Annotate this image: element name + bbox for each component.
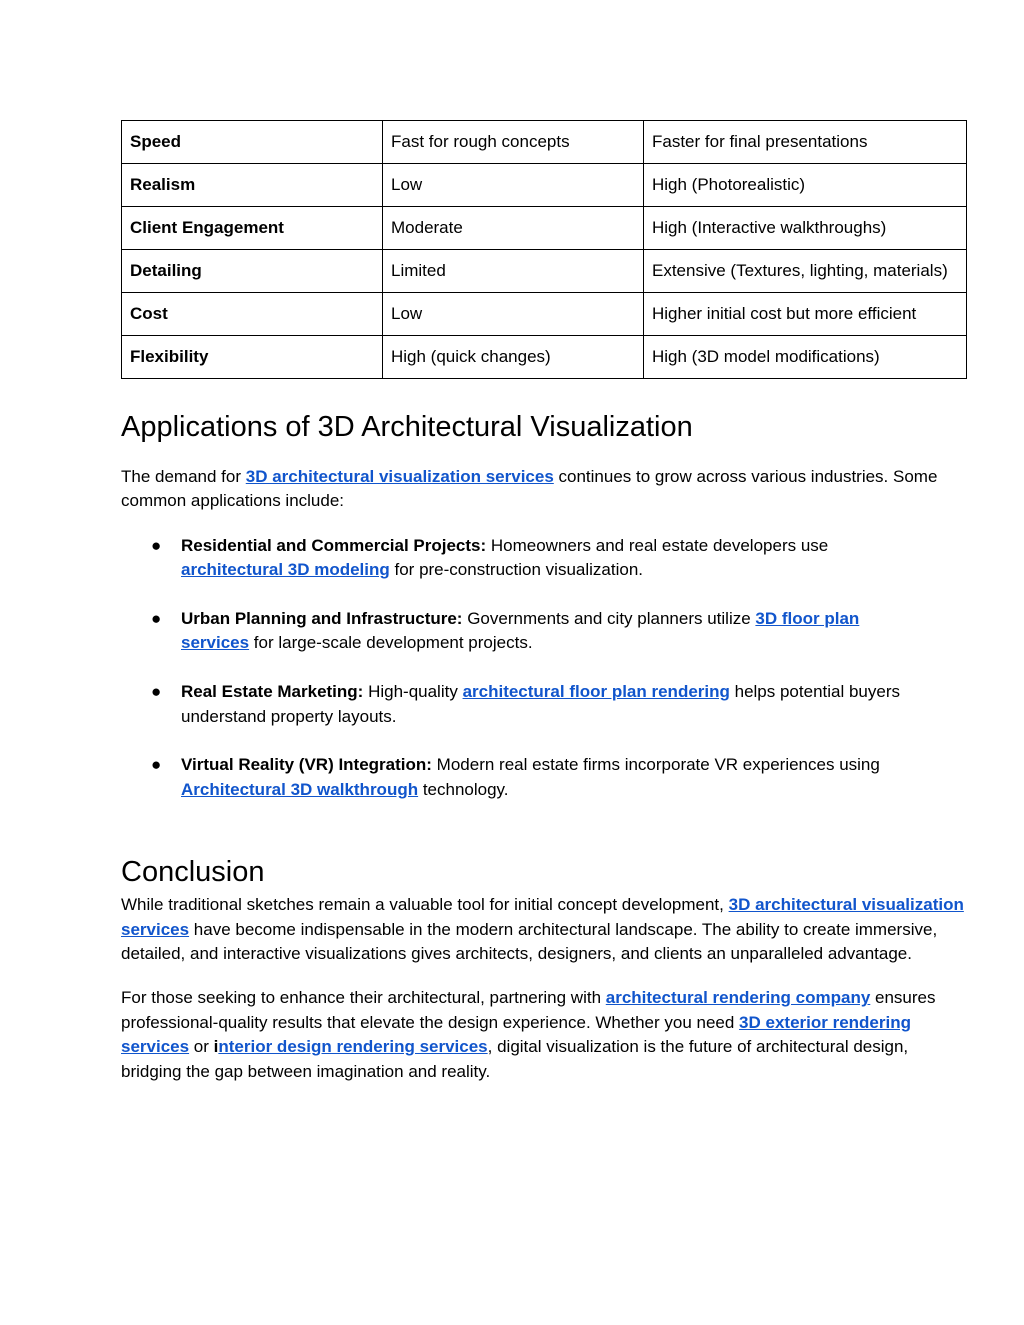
3d-cell: High (Photorealistic) bbox=[644, 164, 967, 207]
3d-cell: High (Interactive walkthroughs) bbox=[644, 207, 967, 250]
bullet-icon: ● bbox=[151, 535, 162, 555]
table-row bbox=[122, 164, 967, 207]
applications-intro bbox=[121, 465, 967, 514]
paragraph-text: While traditional sketches remain a valuable tool for initial concept development, bbox=[121, 895, 729, 915]
bullet-icon: ● bbox=[151, 755, 162, 775]
intro-text: continues to grow across various industries. Some common applications include: bbox=[121, 467, 938, 511]
intro-text: The demand for bbox=[121, 467, 246, 486]
3d-cell: Faster for final presentations bbox=[644, 121, 967, 164]
conclusion-paragraph-2 bbox=[121, 986, 967, 1084]
paragraph-text: i bbox=[213, 1037, 219, 1057]
item-text: Homeowners and real estate developers use bbox=[486, 535, 829, 555]
item-text: High-quality bbox=[363, 682, 463, 702]
item-text: Governments and city planners utilize bbox=[462, 609, 756, 629]
table-row bbox=[122, 207, 967, 250]
conclusion-heading: Conclusion bbox=[121, 856, 265, 889]
traditional-cell: High (quick changes) bbox=[383, 336, 644, 379]
item-text: technology. bbox=[418, 779, 509, 799]
comparison-table bbox=[121, 120, 967, 379]
table-row bbox=[122, 336, 967, 379]
paragraph-text: or bbox=[189, 1037, 214, 1057]
paragraph-text: For those seeking to enhance their architectural, partnering with bbox=[121, 988, 606, 1008]
item-text: helps potential buyers understand property layouts. bbox=[181, 682, 900, 726]
item-title: Urban Planning and Infrastructure: bbox=[181, 609, 463, 629]
link-interior-design-rendering-services[interactable]: nterior design rendering services bbox=[218, 1037, 488, 1057]
item-text: for pre-construction visualization. bbox=[389, 560, 644, 580]
list-item bbox=[121, 534, 903, 583]
list-item bbox=[121, 680, 903, 729]
3d-cell: High (3D model modifications) bbox=[644, 336, 967, 379]
link-architectural-rendering-company[interactable]: architectural rendering company bbox=[605, 988, 871, 1008]
item-title: Real Estate Marketing: bbox=[181, 682, 364, 702]
applications-list bbox=[121, 534, 967, 802]
conclusion-paragraph-1 bbox=[121, 893, 967, 966]
traditional-cell: Moderate bbox=[383, 207, 644, 250]
item-title: Virtual Reality (VR) Integration: bbox=[181, 755, 432, 775]
row-label: Flexibility bbox=[122, 336, 383, 379]
paragraph-text: ensures professional-quality results that elevate the design experience. Whether you need bbox=[121, 988, 936, 1032]
table-row bbox=[122, 121, 967, 164]
table-row bbox=[122, 250, 967, 293]
traditional-cell: Fast for rough concepts bbox=[383, 121, 644, 164]
bullet-icon: ● bbox=[151, 682, 162, 702]
link-3d-exterior-rendering-services[interactable]: 3D exterior rendering services bbox=[121, 1012, 911, 1057]
bullet-icon: ● bbox=[151, 609, 162, 629]
traditional-cell: Low bbox=[383, 164, 644, 207]
row-label: Speed bbox=[122, 121, 383, 164]
list-item bbox=[121, 753, 903, 802]
paragraph-text: have become indispensable in the modern architectural landscape. The ability to create immersive, detailed, and interactive visualizations gives architects, designers, and clients an unparalleled advantage. bbox=[121, 919, 938, 964]
traditional-cell: Low bbox=[383, 293, 644, 336]
paragraph-text: , digital visualization is the future of architectural design, bridging the gap between imagination and reality. bbox=[121, 1037, 909, 1081]
row-label: Client Engagement bbox=[122, 207, 383, 250]
applications-heading: Applications of 3D Architectural Visualization bbox=[121, 411, 693, 443]
table-row bbox=[122, 293, 967, 336]
3d-cell: Higher initial cost but more efficient bbox=[644, 293, 967, 336]
traditional-cell: Limited bbox=[383, 250, 644, 293]
row-label: Realism bbox=[122, 164, 383, 207]
link-3d-architectural-visualization-services[interactable]: 3D architectural visualization services bbox=[121, 895, 964, 939]
list-item bbox=[121, 607, 903, 656]
row-label: Detailing bbox=[122, 250, 383, 293]
link-3d-floor-plan-services[interactable]: 3D floor plan services bbox=[181, 609, 860, 653]
link-architectural-3d-modeling[interactable]: architectural 3D modeling bbox=[181, 560, 390, 580]
link-architectural-floor-plan-rendering[interactable]: architectural floor plan rendering bbox=[462, 682, 730, 702]
item-text: for large-scale development projects. bbox=[249, 633, 533, 653]
link-3d-architectural-visualization-services[interactable]: 3D architectural visualization services bbox=[245, 467, 554, 486]
item-text: Modern real estate firms incorporate VR experiences using bbox=[431, 755, 880, 775]
row-label: Cost bbox=[122, 293, 383, 336]
3d-cell: Extensive (Textures, lighting, materials) bbox=[644, 250, 967, 293]
item-title: Residential and Commercial Projects: bbox=[181, 535, 487, 555]
document-page bbox=[121, 120, 967, 1084]
link-architectural-3d-walkthrough[interactable]: Architectural 3D walkthrough bbox=[181, 779, 419, 799]
